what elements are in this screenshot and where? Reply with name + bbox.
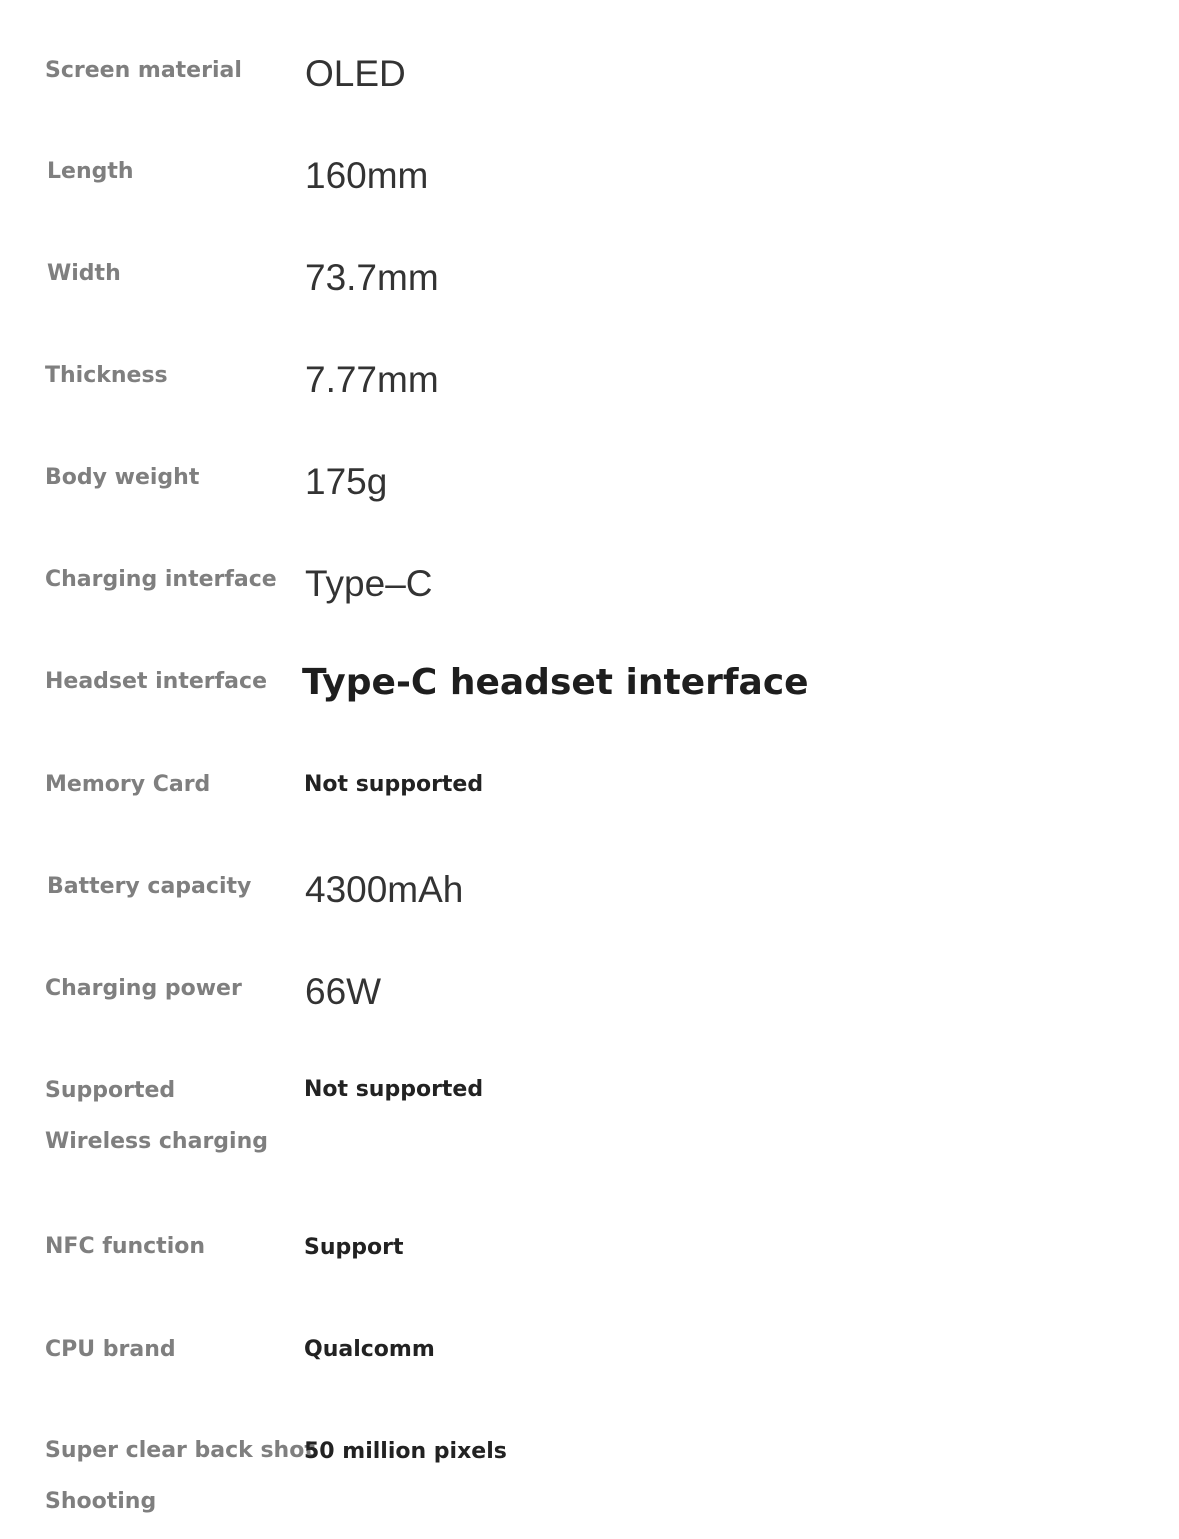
spec-label-line1: Super clear back shot	[45, 1438, 315, 1463]
spec-label-wireless-charging	[45, 1080, 268, 1153]
spec-value-nfc-function: Support	[304, 1235, 404, 1260]
spec-label-screen-material: Screen material	[45, 58, 242, 83]
spec-label-back-camera	[45, 1440, 315, 1513]
spec-value-back-camera: 50 million pixels	[304, 1439, 507, 1464]
spec-value-cpu-brand: Qualcomm	[304, 1337, 435, 1362]
spec-value-screen-material: OLED	[305, 53, 406, 94]
spec-label-line2: Wireless charging	[45, 1129, 268, 1154]
spec-value-battery-capacity: 4300mAh	[305, 869, 464, 910]
spec-label-cpu-brand: CPU brand	[45, 1337, 176, 1362]
spec-label-battery-capacity: Battery capacity	[47, 874, 252, 899]
spec-value-charging-power: 66W	[305, 971, 382, 1012]
spec-value-length: 160mm	[305, 155, 429, 196]
spec-value-memory-card: Not supported	[304, 772, 484, 797]
spec-value-thickness: 7.77mm	[305, 359, 439, 400]
spec-label-thickness: Thickness	[45, 363, 168, 388]
spec-value-width: 73.7mm	[305, 257, 439, 298]
spec-label-length: Length	[47, 159, 134, 184]
spec-label-body-weight: Body weight	[45, 465, 200, 490]
spec-value-wireless-charging: Not supported	[304, 1077, 484, 1102]
spec-label-headset-interface: Headset interface	[45, 669, 267, 694]
spec-label-memory-card: Memory Card	[45, 772, 211, 797]
spec-label-width: Width	[47, 261, 121, 286]
spec-value-headset-interface: Type-C headset interface	[302, 662, 809, 703]
spec-label-line1: Supported	[45, 1078, 176, 1103]
spec-label-charging-interface: Charging interface	[45, 567, 277, 592]
spec-value-body-weight: 175g	[305, 461, 388, 502]
spec-value-charging-interface: Type–C	[305, 563, 433, 604]
spec-label-nfc-function: NFC function	[45, 1234, 206, 1259]
spec-label-charging-power: Charging power	[45, 976, 242, 1001]
spec-label-line2: Shooting	[45, 1489, 157, 1514]
